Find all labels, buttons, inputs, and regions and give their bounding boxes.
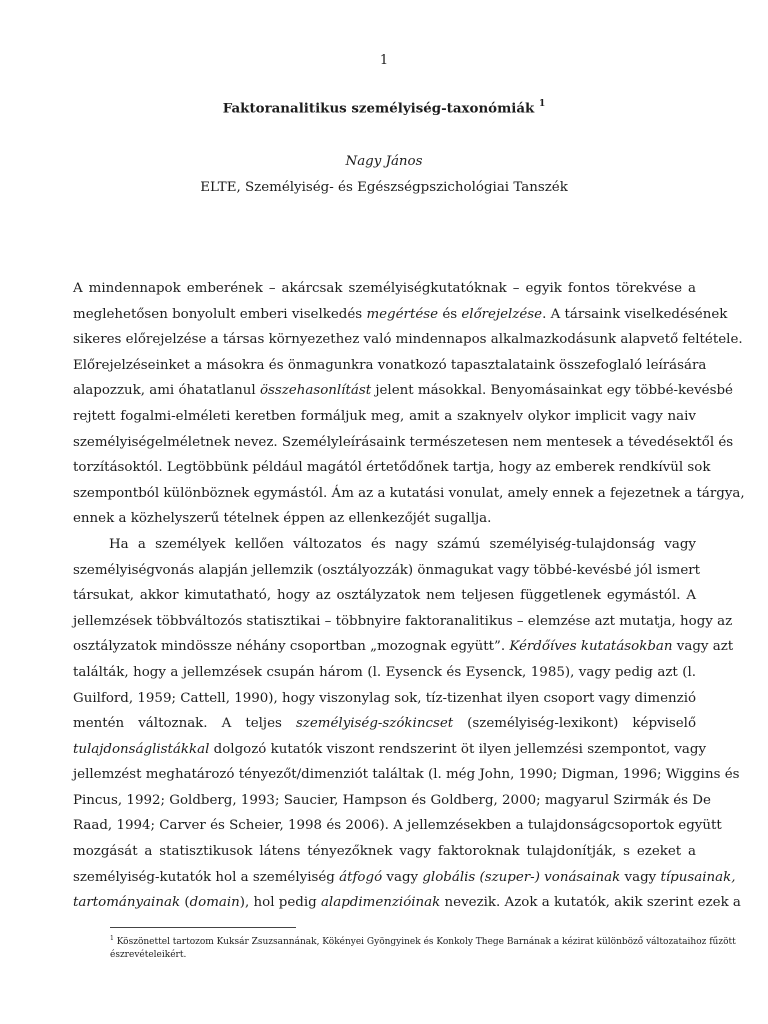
body-text-run: személyiség-kutatók hol a személyiség — [73, 869, 340, 885]
italic-text: globális (szuper-) vonásainak — [422, 869, 621, 885]
body-line — [73, 762, 740, 788]
body-line — [73, 839, 696, 865]
page-number: 1 — [379, 53, 389, 68]
body-line — [73, 404, 696, 430]
body-text-run: jellemzést meghatározó tényezőt/dimenziót találtak (l. még John, 1990; Digman, 1996; Wiggins és — [73, 767, 740, 783]
author-name: Nagy János — [345, 154, 423, 169]
footnote — [110, 932, 736, 962]
body-text-run: vagy — [382, 869, 423, 885]
footnote-line — [110, 932, 736, 949]
body-text-run: és — [438, 306, 462, 322]
footnote-mark: 1 — [110, 935, 114, 942]
footnote-text: Köszönettel tartozom Kuksár Zsuzsannának, Kökényei Gyöngyinek és Konkoly Thege Barnának a kézirat különböző változataihoz fűzött — [116, 937, 736, 947]
italic-text: előrejelzése — [461, 306, 543, 322]
italic-text: Kérdőíves kutatásokban — [509, 639, 673, 655]
body-text-run: jellemzések többváltozós statisztikai – többnyire faktoranalitikus – elemzése azt mutatja, hogy az — [73, 613, 733, 629]
body-text-run: . A társaink viselkedésének — [542, 306, 728, 322]
body-text-run: találták, hogy a jellemzések csupán három (l. Eysenck és Eysenck, 1985), vagy pedig azt (l. — [73, 664, 696, 680]
body-line — [73, 506, 696, 532]
body-text-run: vagy azt — [672, 639, 734, 655]
body-text-run: osztályzatok mindössze néhány csoportban „mozognak együtt”. — [73, 639, 510, 655]
body-text-run: dolgozó kutatók viszont rendszerint öt ilyen jellemzési szempontot, vagy — [209, 741, 707, 757]
document-title — [0, 100, 768, 116]
body-line — [73, 737, 707, 763]
body-text-run: A mindennapok emberének – akárcsak személyiségkutatóknak – egyik fontos törekvése a — [73, 281, 696, 296]
italic-text: összehasonlítást — [259, 383, 372, 399]
italic-text: típusainak, — [660, 869, 736, 885]
body-text-run: nevezik. Azok a kutatók, akik szerint ezek a — [440, 895, 741, 911]
body-line — [73, 558, 701, 584]
italic-text: átfogó — [339, 869, 383, 885]
title-text: Faktoranalitikus személyiség-taxonómiák — [222, 100, 535, 117]
body-text-run: vagy — [620, 869, 661, 885]
body-text-run: jelent másokkal. Benyomásainkat egy többé-kevésbé — [371, 383, 733, 399]
body-line — [73, 583, 696, 609]
body-line — [73, 660, 696, 686]
body-text-run: alapozzuk, ami óhatatlanul — [73, 383, 260, 399]
body-text-run: torzításoktól. Legtöbbünk például magától értetődőnek tartja, hogy az emberek rendkívül sok — [73, 460, 711, 476]
body-line — [73, 634, 734, 660]
body-line — [73, 609, 733, 635]
body-text-run: Ha a személyek kellően változatos és nagy számú személyiség-tulajdonság vagy — [109, 536, 696, 552]
body-line — [73, 686, 696, 712]
body-line — [73, 327, 743, 353]
footnote-text: észrevételeikért. — [110, 950, 187, 960]
body-text — [73, 276, 745, 916]
body-line — [73, 302, 728, 328]
italic-text: tartományainak — [73, 895, 181, 911]
body-text-run: mozgását a statisztikusok látens tényezőknek vagy faktoroknak tulajdonítják, s ezeket a — [73, 844, 696, 860]
body-line — [73, 711, 696, 737]
body-text-run: Guilford, 1959; Cattell, 1990), hogy viszonylag sok, tíz-tizenhat ilyen csoport vagy dimenzió — [73, 690, 697, 706]
footnote-divider — [110, 927, 296, 928]
body-line — [73, 276, 696, 302]
italic-text: tulajdonságlistákkal — [73, 741, 210, 757]
body-line — [73, 455, 711, 481]
body-line — [73, 430, 734, 456]
italic-text: megértése — [366, 306, 439, 322]
body-text-run: személyiségelméletnek nevez. Személyleírásaink természetesen nem mentesek a tévedésektől és — [73, 434, 734, 450]
body-text-run: (személyiség-lexikont) képviselő — [453, 716, 697, 732]
body-text-run: Előrejelzéseinket a másokra és önmagunkra vonatkozó tapasztalataink összefoglaló leírására — [73, 357, 707, 373]
body-text-run: ), hol pedig — [239, 895, 321, 911]
body-text-run: sikeres előrejelzése a társas környezethez való mindennapos alkalmazkodásunk alapvető feltétele. — [73, 332, 743, 348]
body-line — [73, 813, 722, 839]
body-text-run: mentén változnak. A teljes — [73, 716, 296, 732]
body-line — [73, 481, 745, 507]
body-text-run: rejtett fogalmi-elméleti keretben formáljuk meg, amit a szaknyelv olykor implicit vagy naiv — [73, 408, 696, 424]
body-text-run: személyiségvonás alapján jellemzik (osztályozzák) önmagukat vagy többé-kevésbé jól ismert — [73, 562, 701, 578]
footnote-line — [110, 949, 696, 962]
body-line — [73, 353, 707, 379]
body-text-run: ennek a közhelyszerű tételnek éppen az ellenkezőjét sugallja. — [73, 511, 492, 527]
body-text-run: szempontból különböznek egymástól. Ám az a kutatási vonulat, amely ennek a fejezetnek a tárgya, — [73, 485, 745, 501]
title-footnote-mark[interactable]: 1 — [539, 99, 546, 109]
body-text-run: Raad, 1994; Carver és Scheier, 1998 és 2006). A jellemzésekben a tulajdonságcsoportok együtt — [73, 818, 722, 834]
body-text-run: társukat, akkor kimutatható, hogy az osztályzatok nem teljesen függetlenek egymástól. A — [73, 588, 696, 604]
body-text-run: Pincus, 1992; Goldberg, 1993; Saucier, Hampson és Goldberg, 2000; magyarul Szirmák és De — [73, 792, 711, 808]
italic-text: személyiség-szókincset — [295, 716, 454, 732]
body-line — [73, 378, 733, 404]
body-text-run: ( — [180, 895, 190, 911]
italic-text: domain — [189, 895, 240, 911]
body-line — [73, 788, 711, 814]
body-line — [73, 532, 696, 558]
body-text-run: meglehetősen bonyolult emberi viselkedés — [73, 306, 367, 322]
italic-text: alapdimenzióinak — [320, 895, 441, 911]
author-affiliation: ELTE, Személyiség- és Egészségpszichológiai Tanszék — [200, 180, 568, 195]
body-line — [73, 890, 741, 916]
body-line — [73, 865, 736, 891]
